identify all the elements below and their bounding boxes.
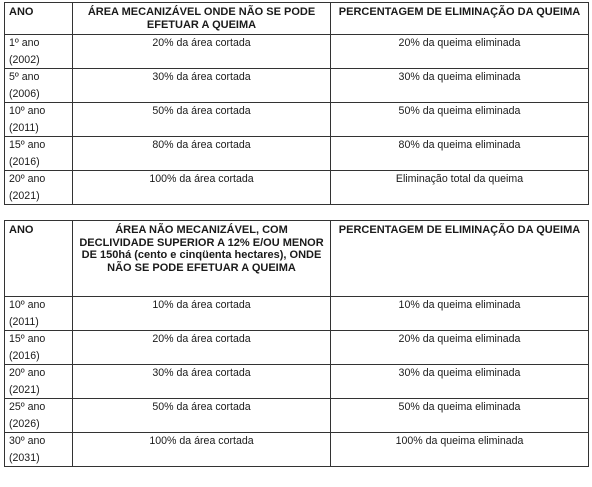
elimination-cell: 100% da queima eliminada bbox=[331, 433, 589, 467]
year-cell bbox=[5, 433, 73, 467]
year-cell bbox=[5, 69, 73, 103]
table1-header-area: ÁREA MECANIZÁVEL ONDE NÃO SE PODE EFETUAR A QUEIMA bbox=[73, 3, 331, 35]
year-cell bbox=[5, 103, 73, 137]
table1-header-ano: ANO bbox=[5, 3, 73, 35]
year-cell bbox=[5, 331, 73, 365]
year-date: (2026) bbox=[9, 417, 40, 430]
table1-row bbox=[5, 171, 589, 205]
queima-schedule-table bbox=[4, 2, 589, 467]
year-date: (2021) bbox=[9, 383, 40, 396]
table-gap bbox=[5, 205, 589, 221]
year-cell bbox=[5, 137, 73, 171]
elimination-cell: 50% da queima eliminada bbox=[331, 399, 589, 433]
table2-row bbox=[5, 297, 589, 331]
table1-row bbox=[5, 35, 589, 69]
year-cell bbox=[5, 171, 73, 205]
year-label: 30º ano bbox=[9, 435, 46, 447]
area-cell: 100% da área cortada bbox=[73, 433, 331, 467]
year-date: (2002) bbox=[9, 53, 40, 66]
elimination-cell: 30% da queima eliminada bbox=[331, 365, 589, 399]
area-cell: 30% da área cortada bbox=[73, 69, 331, 103]
table1-row bbox=[5, 69, 589, 103]
table1-header-percentagem: PERCENTAGEM DE ELIMINAÇÃO DA QUEIMA bbox=[331, 3, 589, 35]
year-date: (2016) bbox=[9, 349, 40, 362]
area-cell: 100% da área cortada bbox=[73, 171, 331, 205]
elimination-cell: 10% da queima eliminada bbox=[331, 297, 589, 331]
gap-cell bbox=[5, 205, 589, 221]
table2-header-ano: ANO bbox=[5, 221, 73, 297]
year-cell bbox=[5, 399, 73, 433]
elimination-cell: 50% da queima eliminada bbox=[331, 103, 589, 137]
area-cell: 20% da área cortada bbox=[73, 35, 331, 69]
year-date: (2006) bbox=[9, 87, 40, 100]
year-cell bbox=[5, 35, 73, 69]
elimination-cell: 30% da queima eliminada bbox=[331, 69, 589, 103]
table1-row bbox=[5, 137, 589, 171]
year-label: 10º ano bbox=[9, 105, 46, 117]
elimination-cell: Eliminação total da queima bbox=[331, 171, 589, 205]
table2-row bbox=[5, 365, 589, 399]
area-cell: 50% da área cortada bbox=[73, 399, 331, 433]
area-cell: 10% da área cortada bbox=[73, 297, 331, 331]
table2-header-row bbox=[5, 221, 589, 297]
year-label: 10º ano bbox=[9, 299, 46, 311]
year-cell bbox=[5, 365, 73, 399]
year-label: 5º ano bbox=[9, 71, 40, 83]
table2-row bbox=[5, 331, 589, 365]
year-label: 1º ano bbox=[9, 37, 40, 49]
table2-header-percentagem: PERCENTAGEM DE ELIMINAÇÃO DA QUEIMA bbox=[331, 221, 589, 297]
table1-row bbox=[5, 103, 589, 137]
table2-row bbox=[5, 433, 589, 467]
year-date: (2031) bbox=[9, 451, 40, 464]
year-date: (2021) bbox=[9, 189, 40, 202]
year-date: (2011) bbox=[9, 121, 39, 134]
area-cell: 20% da área cortada bbox=[73, 331, 331, 365]
year-label: 20º ano bbox=[9, 173, 46, 185]
year-label: 25º ano bbox=[9, 401, 46, 413]
year-label: 15º ano bbox=[9, 139, 46, 151]
elimination-cell: 20% da queima eliminada bbox=[331, 331, 589, 365]
area-cell: 80% da área cortada bbox=[73, 137, 331, 171]
year-label: 20º ano bbox=[9, 367, 46, 379]
year-date: (2016) bbox=[9, 155, 40, 168]
table2-row bbox=[5, 399, 589, 433]
area-cell: 30% da área cortada bbox=[73, 365, 331, 399]
table2-header-area: ÁREA NÃO MECANIZÁVEL, COM DECLIVIDADE SUPERIOR A 12% E/OU MENOR DE 150há (cento e cinqüenta hectares), ONDE NÃO SE PODE EFETUAR A QUEIMA bbox=[73, 221, 331, 297]
elimination-cell: 20% da queima eliminada bbox=[331, 35, 589, 69]
year-date: (2011) bbox=[9, 315, 39, 328]
elimination-cell: 80% da queima eliminada bbox=[331, 137, 589, 171]
table1-header-row bbox=[5, 3, 589, 35]
year-label: 15º ano bbox=[9, 333, 46, 345]
year-cell bbox=[5, 297, 73, 331]
area-cell: 50% da área cortada bbox=[73, 103, 331, 137]
